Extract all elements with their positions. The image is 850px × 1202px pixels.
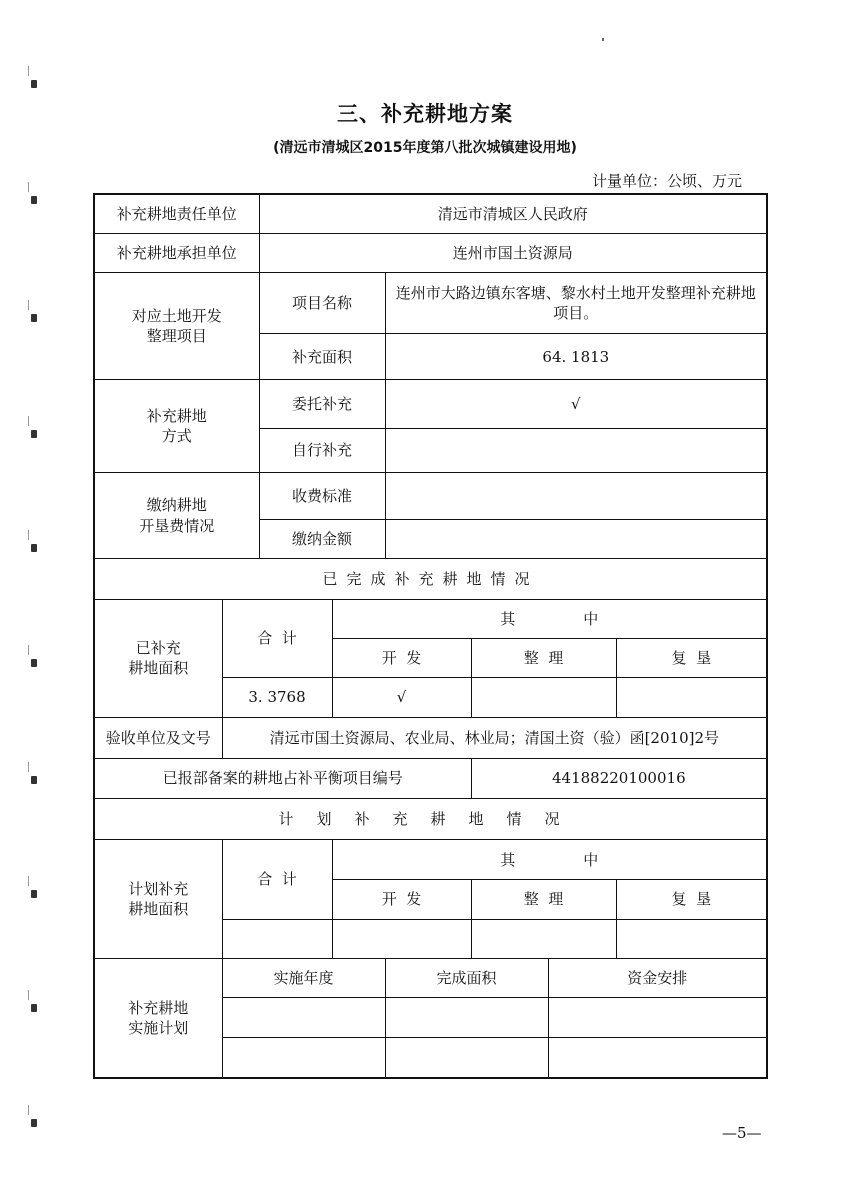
planned-arr-label: 整 理 (471, 880, 616, 919)
fee-standard-label: 收费标准 (259, 473, 385, 519)
completed-section-header: 已完成补充耕地情况 (94, 559, 767, 599)
acceptance-value: 清远市国土资源局、农业局、林业局；清国土资（验）函[2010]2号 (222, 717, 767, 758)
binding-hole-mark (31, 1004, 37, 1012)
binding-hole-mark (31, 314, 37, 322)
completed-total-label: 合 计 (222, 599, 332, 678)
fee-amount-label: 缴纳金额 (259, 519, 385, 558)
impl-fund-cell (548, 997, 767, 1037)
among-char: 中 (583, 609, 599, 628)
planned-arr-value (471, 919, 616, 958)
binding-hole-mark (31, 890, 37, 898)
planned-section-header: 计划补充耕地情况 (94, 798, 767, 839)
method-label: 补充耕地 方式 (94, 380, 259, 473)
among-char: 其 (500, 609, 516, 628)
resp-unit-value: 清远市清城区人民政府 (259, 194, 767, 233)
table-row (94, 273, 767, 334)
binding-hole-mark (31, 1119, 37, 1127)
impl-year-cell (222, 1037, 385, 1078)
entrust-label: 委托补充 (259, 380, 385, 428)
measurement-unit: 计量单位：公顷、万元 (591, 172, 742, 190)
planned-recl-label: 复 垦 (616, 880, 767, 919)
planned-area-label: 计划补充 耕地面积 (94, 839, 222, 958)
project-name-value: 连州市大路边镇东客塘、黎水村土地开发整理补充耕地项目。 (385, 273, 767, 334)
table-row (94, 599, 767, 638)
planned-total-label: 合 计 (222, 839, 332, 919)
undertake-unit-label: 补充耕地承担单位 (94, 233, 259, 272)
binding-hole-mark (31, 80, 37, 88)
undertake-unit-value: 连州市国土资源局 (259, 233, 767, 272)
table-row (94, 233, 767, 272)
binding-hole-mark (31, 196, 37, 204)
impl-fund-header: 资金安排 (548, 959, 767, 997)
completed-dev-label: 开 发 (332, 638, 471, 677)
table-row (94, 798, 767, 839)
among-char: 中 (583, 850, 599, 869)
fee-standard-value (385, 473, 767, 519)
page-subtitle: (清远市清城区2015年度第八批次城镇建设用地) (273, 140, 577, 156)
completed-arr-label: 整 理 (471, 638, 616, 677)
impl-area-cell (385, 1037, 548, 1078)
filing-label: 已报部备案的耕地占补平衡项目编号 (94, 759, 471, 798)
completed-total-value: 3. 3768 (222, 678, 332, 717)
planned-dev-label: 开 发 (332, 880, 471, 919)
table-row (94, 839, 767, 879)
filing-value: 44188220100016 (471, 759, 767, 798)
project-area-label: 补充面积 (259, 333, 385, 379)
project-area-value: 64. 1813 (385, 333, 767, 379)
planned-total-value (222, 919, 332, 958)
planned-recl-value (616, 919, 767, 958)
fee-label: 缴纳耕地 开垦费情况 (94, 473, 259, 559)
entrust-value: √ (385, 380, 767, 428)
page-number: —5— (722, 1124, 762, 1142)
project-label: 对应土地开发 整理项目 (94, 273, 259, 380)
self-label: 自行补充 (259, 428, 385, 472)
planned-dev-value (332, 919, 471, 958)
table-row (94, 759, 767, 798)
table-row (94, 473, 767, 519)
completed-recl-label: 复 垦 (616, 638, 767, 677)
impl-year-cell (222, 997, 385, 1037)
planned-among-header (332, 839, 767, 879)
resp-unit-label: 补充耕地责任单位 (94, 194, 259, 233)
table-row (94, 559, 767, 599)
completed-recl-value (616, 678, 767, 717)
supplementary-farmland-table (93, 193, 768, 1079)
scan-speck (602, 38, 604, 41)
completed-area-label: 已补充 耕地面积 (94, 599, 222, 717)
impl-fund-cell (548, 1037, 767, 1078)
acceptance-label: 验收单位及文号 (94, 717, 222, 758)
binding-hole-mark (31, 659, 37, 667)
among-char: 其 (500, 850, 516, 869)
table-row (94, 194, 767, 233)
impl-year-header: 实施年度 (222, 959, 385, 997)
impl-area-cell (385, 997, 548, 1037)
project-name-label: 项目名称 (259, 273, 385, 334)
binding-hole-mark (31, 544, 37, 552)
completed-among-header (332, 599, 767, 638)
self-value (385, 428, 767, 472)
binding-hole-mark (31, 776, 37, 784)
table-row (94, 959, 767, 997)
table-row (94, 717, 767, 758)
binding-hole-mark (31, 430, 37, 438)
table-row (94, 380, 767, 428)
implementation-label: 补充耕地 实施计划 (94, 959, 222, 1078)
completed-arr-value (471, 678, 616, 717)
page-title: 三、补充耕地方案 (337, 102, 513, 126)
completed-dev-value: √ (332, 678, 471, 717)
impl-area-header: 完成面积 (385, 959, 548, 997)
fee-amount-value (385, 519, 767, 558)
